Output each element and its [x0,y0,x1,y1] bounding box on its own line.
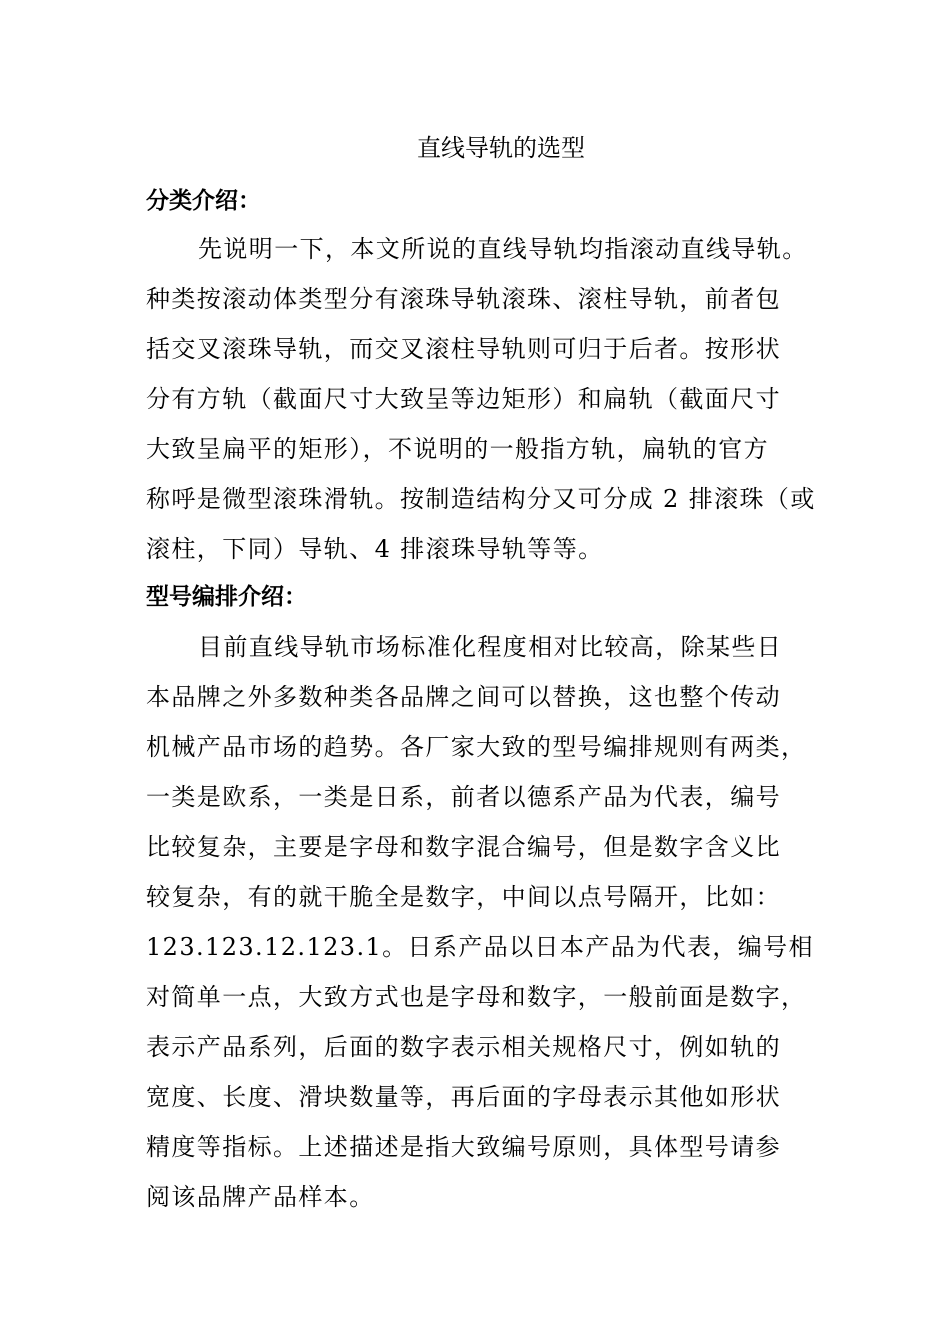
paragraph-line: 表示产品系列，后面的数字表示相关规格尺寸，例如轨的 [146,1033,781,1061]
paragraph-line: 较复杂，有的就干脆全是数字，中间以点号隔开，比如： [146,883,781,911]
paragraph-line: 目前直线导轨市场标准化程度相对比较高，除某些日 [198,633,783,661]
paragraph-line: 精度等指标。上述描述是指大致编号原则，具体型号请参 [146,1133,781,1161]
paragraph-classification [146,224,816,574]
paragraph-line: 滚柱，下同）导轨、4 排滚珠导轨等等。 [146,535,604,563]
paragraph-line: 一类是欧系，一类是日系，前者以德系产品为代表，编号 [146,783,781,811]
paragraph-line: 分有方轨（截面尺寸大致呈等边矩形）和扁轨（截面尺寸 [146,385,781,413]
paragraph-line: 大致呈扁平的矩形），不说明的一般指方轨，扁轨的官方 [146,435,769,463]
paragraph-line: 机械产品市场的趋势。各厂家大致的型号编排规则有两类， [146,733,807,761]
paragraph-line: 对简单一点，大致方式也是字母和数字，一般前面是数字， [146,983,807,1011]
section-heading-model-numbering: 型号编排介绍： [146,584,307,610]
section-heading-classification: 分类介绍： [146,188,261,214]
paragraph-line: 先说明一下，本文所说的直线导轨均指滚动直线导轨。 [198,235,808,263]
paragraph-line: 种类按滚动体类型分有滚珠导轨滚珠、滚柱导轨，前者包 [146,285,781,313]
paragraph-line: 本品牌之外多数种类各品牌之间可以替换，这也整个传动 [146,683,781,711]
paragraph-line: 123.123.12.123.1。日系产品以日本产品为代表，编号相 [146,933,814,961]
paragraph-line: 阅该品牌产品样本。 [146,1183,375,1211]
paragraph-line: 括交叉滚珠导轨，而交叉滚柱导轨则可归于后者。按形状 [146,335,781,363]
paragraph-model-numbering [146,622,814,1222]
paragraph-line: 称呼是微型滚珠滑轨。按制造结构分又可分成 2 排滚珠（或 [146,485,816,513]
paragraph-line: 比较复杂，主要是字母和数字混合编号，但是数字含义比 [146,833,781,861]
paragraph-line: 宽度、长度、滑块数量等，再后面的字母表示其他如形状 [146,1083,781,1111]
document-title: 直线导轨的选型 [417,134,585,162]
